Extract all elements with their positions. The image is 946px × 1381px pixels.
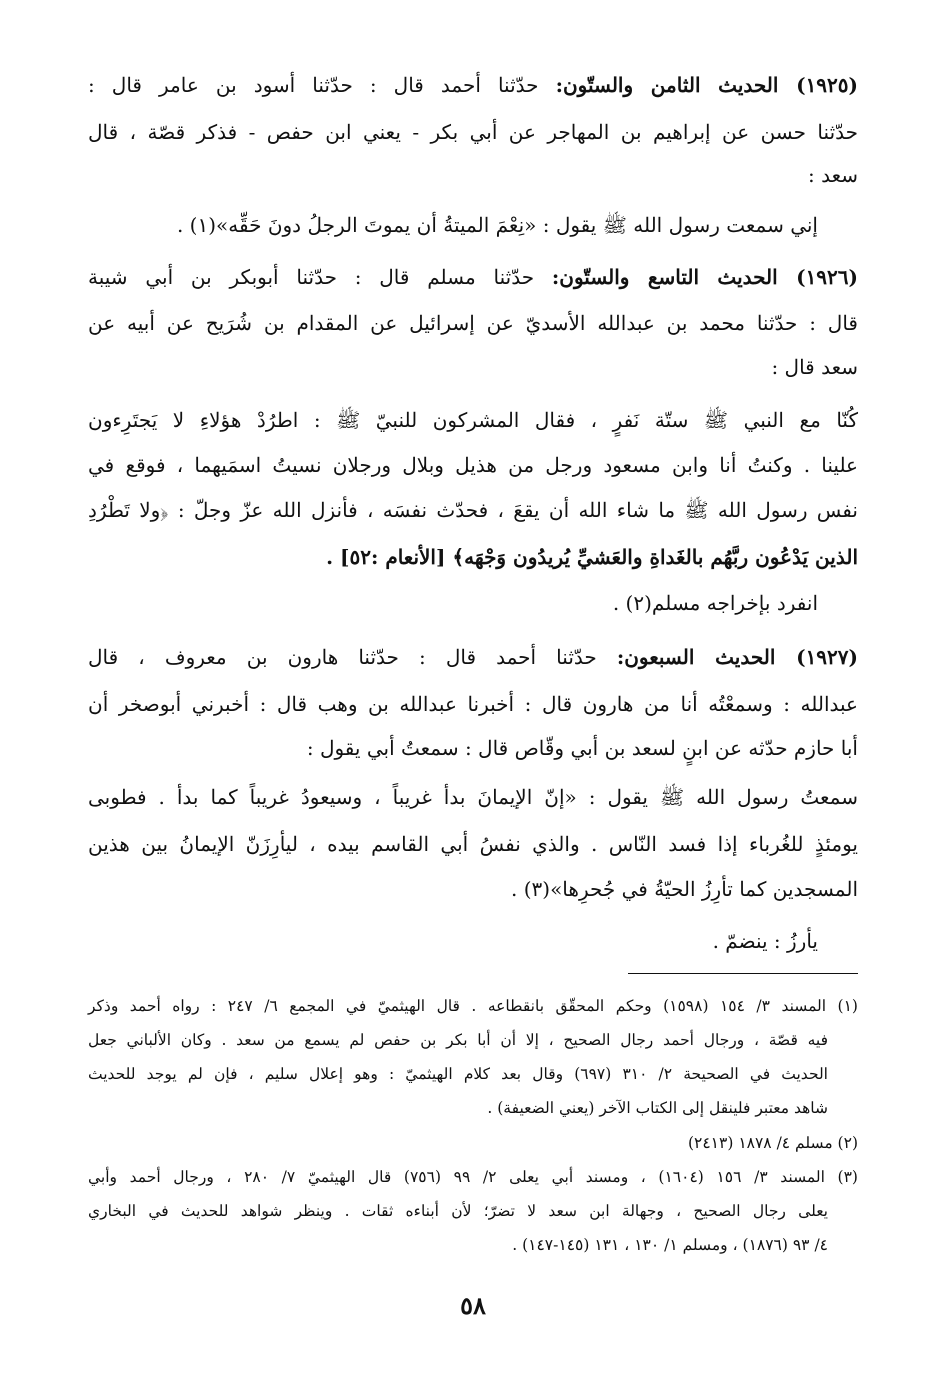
footnote-line: (١) المسند ٣/ ١٥٤ (١٥٩٨) وحكم المحقّق بانقطاعه . قال الهيثميّ في المجمع ٦/ ٢٤٧ : رواه أحمد وذكر	[88, 997, 858, 1015]
hadith-1927-line-6: المسجدين كما تأرِزُ الحيّةُ في جُحرِها»(٣) .	[510, 877, 858, 901]
hadith-1926-line-7: الذين يَدْعُون ربَّهُم بالغَداةِ والعَشيِّ يُريدُون وَجْهَه﴾ [الأنعام :٥٢] .	[326, 545, 858, 569]
hadith-1925-line-2: حدّثنا حسن عن إبراهيم بن المهاجر عن أبي بكر - يعني ابن حفص - فذكر قصّة ، قال	[88, 120, 858, 144]
hadith-1926-line-4: كُنّا مع النبي ﷺ ستّة نَفرٍ ، فقال المشركون للنبيّ ﷺ : اطرُدْ هؤلاءِ لا يَجتَرِءون	[88, 408, 858, 432]
hadith-1926-line-8: انفرد بإخراجه مسلم(٢) .	[612, 591, 818, 615]
hadith-1925-quote: إني سمعت رسول الله ﷺ يقول : «نِعْمَ الميتةُ أن يموتَ الرجلُ دونَ حَقِّه»(١) .	[176, 213, 818, 237]
hadith-1926-line-5: علينا . وكنتُ أنا وابن مسعود ورجل من هذيل وبلال ورجلان نسيتُ اسمَيهما ، فوقع في	[88, 453, 858, 477]
hadith-1927-line-2: عبدالله : وسمعْتُه أنا من هارون قال : أخبرنا عبدالله بن وهب قال : أخبرني أبوصخر أن	[88, 692, 858, 716]
hadith-heading: (١٩٢٥) الحديث الثامن والستّون:	[555, 73, 858, 97]
footnote-line: فيه قصّة ، ورجال أحمد رجال الصحيح ، إلا أن أبا بكر بن حفص لم يسمع من سعد . وكان الألباني جعل	[88, 1031, 828, 1049]
hadith-1927-line-1: (١٩٢٧) الحديث السبعون: حدّثنا أحمد قال : حدّثنا هارون بن معروف ، قال	[88, 645, 858, 669]
hadith-1927-line-3: أبا حازم حدّثه عن ابنٍ لسعد بن أبي وقّاص قال : سمعتُ أبي يقول :	[306, 736, 858, 760]
hadith-1926-line-6: نفس رسول الله ﷺ ما شاء الله أن يقعَ ، فحدّث نفسَه ، فأنزل الله عزّ وجلّ : ﴿ولا تَطْرُدِ	[88, 498, 858, 522]
page-number: ٥٨	[460, 1291, 486, 1320]
footnote-line: (٢) مسلم ٤/ ١٨٧٨ (٢٤١٣)	[687, 1134, 858, 1152]
hadith-1926-line-1: (١٩٢٦) الحديث التاسع والستّون: حدّثنا مسلم قال : حدّثنا أبوبكر بن أبي شيبة	[88, 265, 858, 289]
footnote-rule	[628, 973, 858, 974]
hadith-1926-line-2: قال : حدّثنا محمد بن عبدالله الأسديّ عن إسرائيل عن المقدام بن شُرَيح عن أبيه عن	[88, 311, 858, 335]
hadith-1925-line-1: (١٩٢٥) الحديث الثامن والستّون: حدّثنا أحمد قال : حدّثنا أسود بن عامر قال :	[88, 73, 858, 97]
footnote-line: الحديث في الصحيحة ٢/ ٣١٠ (٦٩٧) وقال بعد كلام الهيثميّ : وهو إعلال سليم ، فإن لم يوجد للحديث	[88, 1065, 828, 1083]
hadith-1925-line-3: سعد :	[808, 163, 858, 187]
footnote-line: شاهد معتبر فلينقل إلى الكتاب الآخر (يعني الضعيفة) .	[487, 1099, 828, 1117]
hadith-heading: (١٩٢٧) الحديث السبعون:	[616, 645, 858, 669]
footnote-line: ٤/ ٩٣ (١٨٧٦) ، ومسلم ١/ ١٣٠ ، ١٣١ (١٤٥-١٤٧) .	[512, 1236, 828, 1254]
hadith-1926-line-3: سعد قال :	[771, 355, 858, 379]
hadith-1927-line-5: يومئذٍ للغُرباء إذا فسد النّاس . والذي نفسُ أبي القاسم بيده ، ليأرِزَنّ الإيمانُ بين هذين	[88, 832, 858, 856]
hadith-heading: (١٩٢٦) الحديث التاسع والستّون:	[551, 265, 858, 289]
hadith-1927-line-4: سمعتُ رسول الله ﷺ يقول : «إنّ الإيمانَ بدأ غريباً ، وسيعودُ غريباً كما بدأ . فطوبى	[88, 785, 858, 809]
hadith-1927-line-7: يأرزُ : ينضمّ .	[712, 929, 818, 953]
footnote-line: (٣) المسند ٣/ ١٥٦ (١٦٠٤) ، ومسند أبي يعلى ٢/ ٩٩ (٧٥٦) قال الهيثميّ ٧/ ٢٨٠ ، ورجال أحمد وأبي	[88, 1168, 858, 1186]
footnote-line: يعلى رجال الصحيح ، وجهالة ابن سعد لا تضرّ؛ لأن أبناءه ثقات . وينظر شواهد للحديث في البخاري	[88, 1202, 828, 1220]
